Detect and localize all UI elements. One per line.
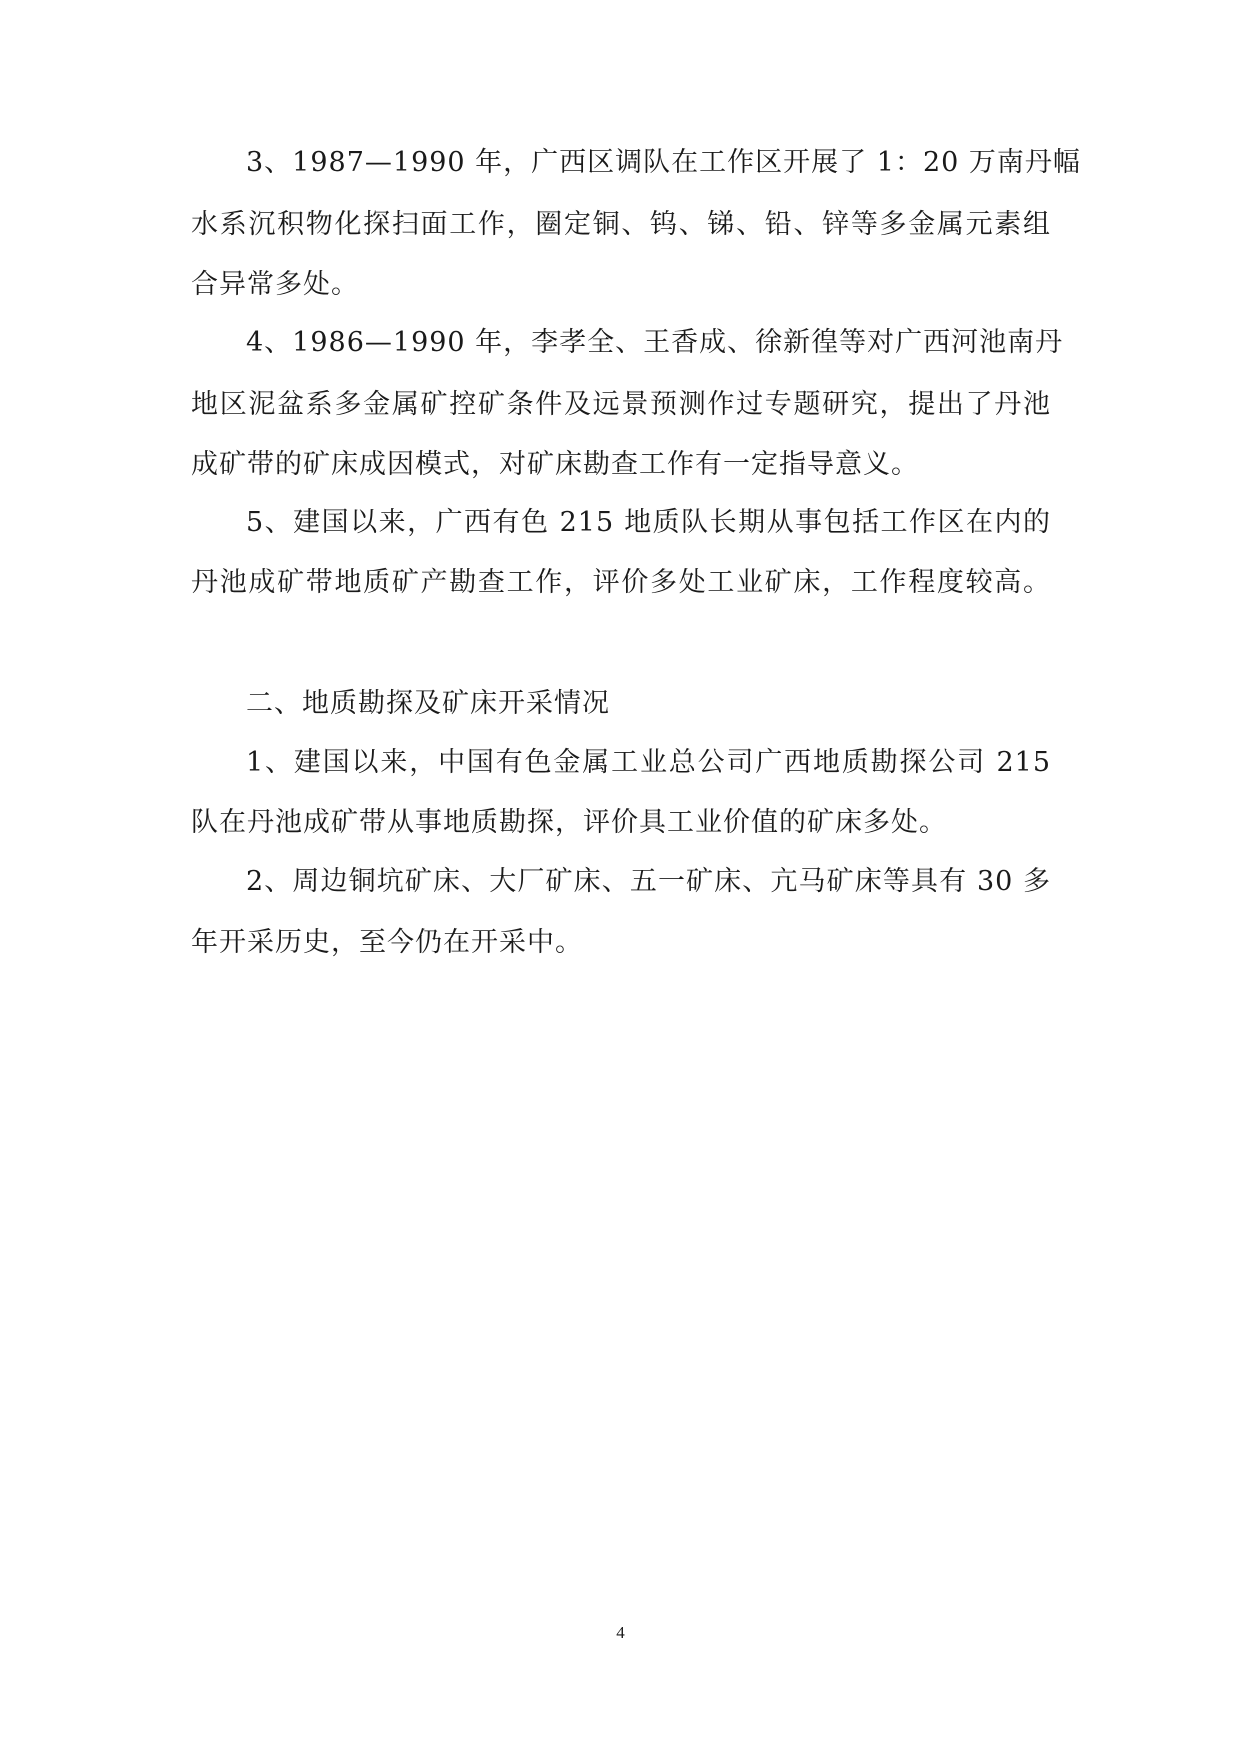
paragraph-line: 1、建国以来，中国有色金属工业总公司广西地质勘探公司 215 xyxy=(246,747,1051,778)
paragraph-line: 年开采历史，至今仍在开采中。 xyxy=(191,927,583,958)
section-heading: 二、地质勘探及矿床开采情况 xyxy=(246,688,610,719)
paragraph-line: 3、1987—1990 年，广西区调队在工作区开展了 1：20 万南丹幅 xyxy=(246,147,1081,178)
paragraph-line: 合异常多处。 xyxy=(191,269,359,300)
page-number: 4 xyxy=(616,1623,625,1642)
paragraph-line: 5、建国以来，广西有色 215 地质队长期从事包括工作区在内的 xyxy=(246,507,1051,538)
paragraph-line: 地区泥盆系多金属矿控矿条件及远景预测作过专题研究，提出了丹池 xyxy=(191,389,1051,420)
paragraph-line: 水系沉积物化探扫面工作，圈定铜、钨、锑、铅、锌等多金属元素组 xyxy=(191,209,1051,240)
paragraph-line: 2、周边铜坑矿床、大厂矿床、五一矿床、亢马矿床等具有 30 多 xyxy=(246,866,1051,897)
paragraph-line: 丹池成矿带地质矿产勘查工作，评价多处工业矿床，工作程度较高。 xyxy=(191,567,1051,598)
paragraph-line: 队在丹池成矿带从事地质勘探，评价具工业价值的矿床多处。 xyxy=(191,807,947,838)
paragraph-line: 4、1986—1990 年，李孝全、王香成、徐新徨等对广西河池南丹 xyxy=(246,327,1064,358)
paragraph-line: 成矿带的矿床成因模式，对矿床勘查工作有一定指导意义。 xyxy=(191,449,919,480)
